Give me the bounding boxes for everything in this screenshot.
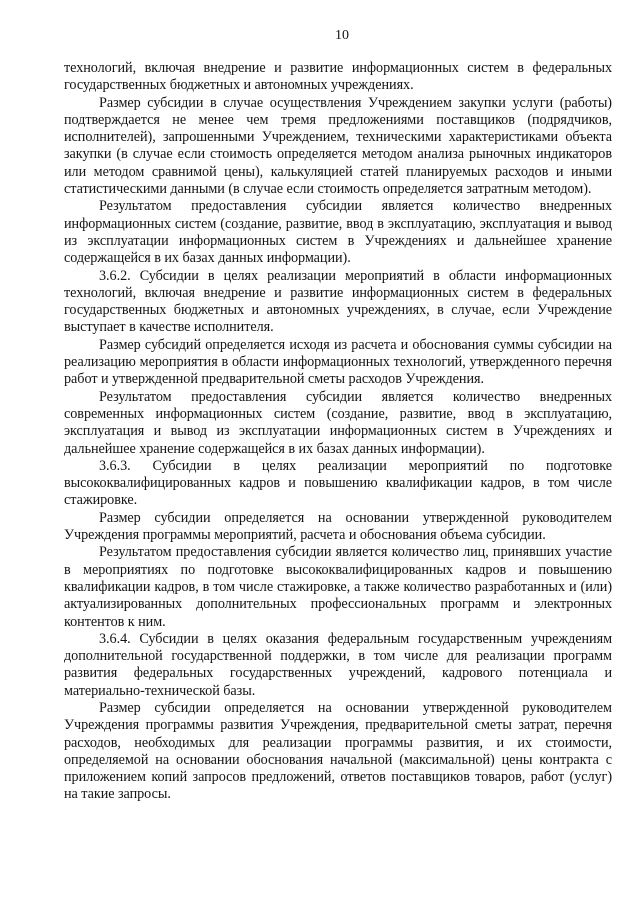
paragraph-subsidy-size-procurement: Размер субсидии в случае осуществления Учреждением закупки услуги (работы) подтверждается не менее чем тремя предложениями поставщиков (подрядчиков, исполнителей), запрошенными Учреждением, техническими характеристиками объекта закупки (в случае если стоимость определяется методом анализа рыночных индикаторов или методом сравнимой цены), калькуляцией статей планируемых расходов и иными статистическими данными (в случае если стоимость определяется затратным методом). (64, 94, 612, 198)
paragraph-result-training: Результатом предоставления субсидии является количество лиц, принявших участие в мероприятиях по подготовке высококвалифицированных кадров и повышению квалификации кадров, в том числе стажировке, а также количество разработанных и (или) актуализированных дополнительных профессиональных программ и электронных контентов к ним. (64, 544, 612, 630)
paragraph-subsidy-size-it: Размер субсидий определяется исходя из расчета и обоснования суммы субсидии на реализацию мероприятия в области информационных технологий, утвержденного перечня работ и утвержденной предварительной сметы расходов Учреждения. (64, 336, 612, 388)
paragraph-result-modern-systems: Результатом предоставления субсидии является количество внедренных современных информационных систем (создание, развитие, ввод в эксплуатацию, эксплуатация и вывод из эксплуатации информационных систем в Учреждениях и дальнейшее хранение содержащейся в их базах данных информации). (64, 388, 612, 457)
paragraph-section-3-6-3: 3.6.3. Субсидии в целях реализации мероприятий по подготовке высококвалифицированных кадров и повышению квалификации кадров, в том числе стажировке. (64, 457, 612, 509)
paragraph-continuation: технологий, включая внедрение и развитие информационных систем в федеральных государственных бюджетных и автономных учреждениях. (64, 60, 612, 94)
paragraph-result-systems: Результатом предоставления субсидии является количество внедренных информационных систем (создание, развитие, ввод в эксплуатацию, эксплуатация и вывод из эксплуатации информационных систем в Учреждениях и дальнейшее хранение содержащейся в их базах данных информации). (64, 198, 612, 267)
paragraph-section-3-6-2: 3.6.2. Субсидии в целях реализации мероприятий в области информационных технологий, включая внедрение и развитие информационных систем в федеральных государственных бюджетных и автономных учреждениях, в случае, если Учреждение выступает в качестве исполнителя. (64, 267, 612, 336)
paragraph-subsidy-size-training: Размер субсидии определяется на основании утвержденной руководителем Учреждения программы мероприятий, расчета и обоснования объема субсидии. (64, 509, 612, 544)
page-number: 10 (335, 28, 349, 43)
paragraph-subsidy-size-development: Размер субсидии определяется на основании утвержденной руководителем Учреждения программы развития Учреждения, предварительной сметы затрат, перечня расходов, необходимых для реализации программы развития, и их стоимости, определяемой на основании обоснования начальной (максимальной) цены контракта с приложением копий запросов предложений, ответов поставщиков товаров, работ (услуг) на такие запросы. (64, 699, 612, 803)
paragraph-section-3-6-4: 3.6.4. Субсидии в целях оказания федеральным государственным учреждениям дополнительной государственной поддержки, в том числе для реализации программ развития федеральных государственных учреждений, кадрового потенциала и материально-технической базы. (64, 630, 612, 699)
